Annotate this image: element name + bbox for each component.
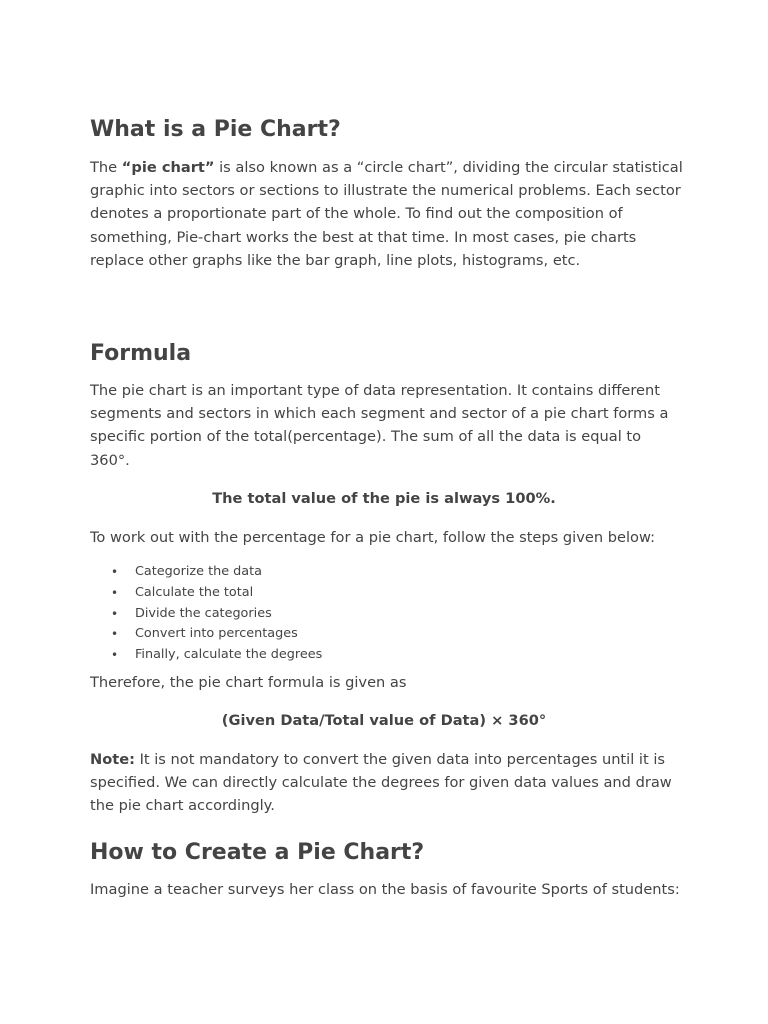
- heading-formula: Formula: [90, 341, 192, 366]
- definition-term: “pie chart”: [121, 159, 215, 176]
- paragraph-note: [90, 748, 685, 818]
- heading-how-to-create: How to Create a Pie Chart?: [90, 840, 425, 865]
- step-label: Convert into percentages: [135, 626, 298, 642]
- list-item: [111, 583, 322, 604]
- steps-list: [90, 562, 322, 666]
- note-text: It is not mandatory to convert the given data into percentages until it is specified. We can directly calculate the degrees for given data values and draw the pie chart accordingly.: [90, 751, 672, 815]
- paragraph-pie-chart-definition: [90, 156, 685, 272]
- step-label: Finally, calculate the degrees: [135, 647, 323, 663]
- paragraph-therefore: Therefore, the pie chart formula is given as: [90, 674, 407, 691]
- bullet-icon: •: [111, 648, 119, 663]
- list-item: [111, 645, 323, 666]
- list-item: [111, 562, 322, 583]
- definition-body: is also known as a “circle chart”, dividing the circular statistical graphic into sectors or sections to illustrate the numerical problems. Each sector denotes a proportionate part of the whole. To find out the composition of something, Pie-chart works the best at that time. In most cases, pie charts replace other graphs like the bar graph, line plots, histograms, etc.: [90, 159, 683, 269]
- bullet-icon: •: [111, 585, 119, 600]
- heading-what-is-pie-chart: What is a Pie Chart?: [90, 117, 341, 142]
- step-label: Categorize the data: [135, 564, 262, 579]
- pie-chart-formula: (Given Data/Total value of Data) × 360°: [221, 712, 547, 729]
- note-label: Note:: [90, 751, 135, 768]
- list-item: [111, 604, 322, 625]
- step-label: Calculate the total: [135, 584, 254, 600]
- paragraph-steps-intro: To work out with the percentage for a pie chart, follow the steps given below:: [90, 529, 656, 546]
- definition-prefix: The: [90, 159, 122, 176]
- paragraph-survey-intro: Imagine a teacher surveys her class on the basis of favourite Sports of students:: [90, 881, 680, 898]
- step-label: Divide the categories: [135, 605, 272, 621]
- total-value-statement: The total value of the pie is always 100%.: [212, 490, 556, 507]
- list-item: [111, 624, 322, 645]
- bullet-icon: •: [111, 565, 119, 579]
- bullet-icon: •: [111, 627, 119, 642]
- bullet-icon: •: [111, 606, 119, 621]
- paragraph-formula-intro: The pie chart is an important type of data representation. It contains different segments and sectors in which each segment and sector of a pie chart forms a specific portion of the total(percentage). The sum of all the data is equal to 360°.: [90, 382, 669, 469]
